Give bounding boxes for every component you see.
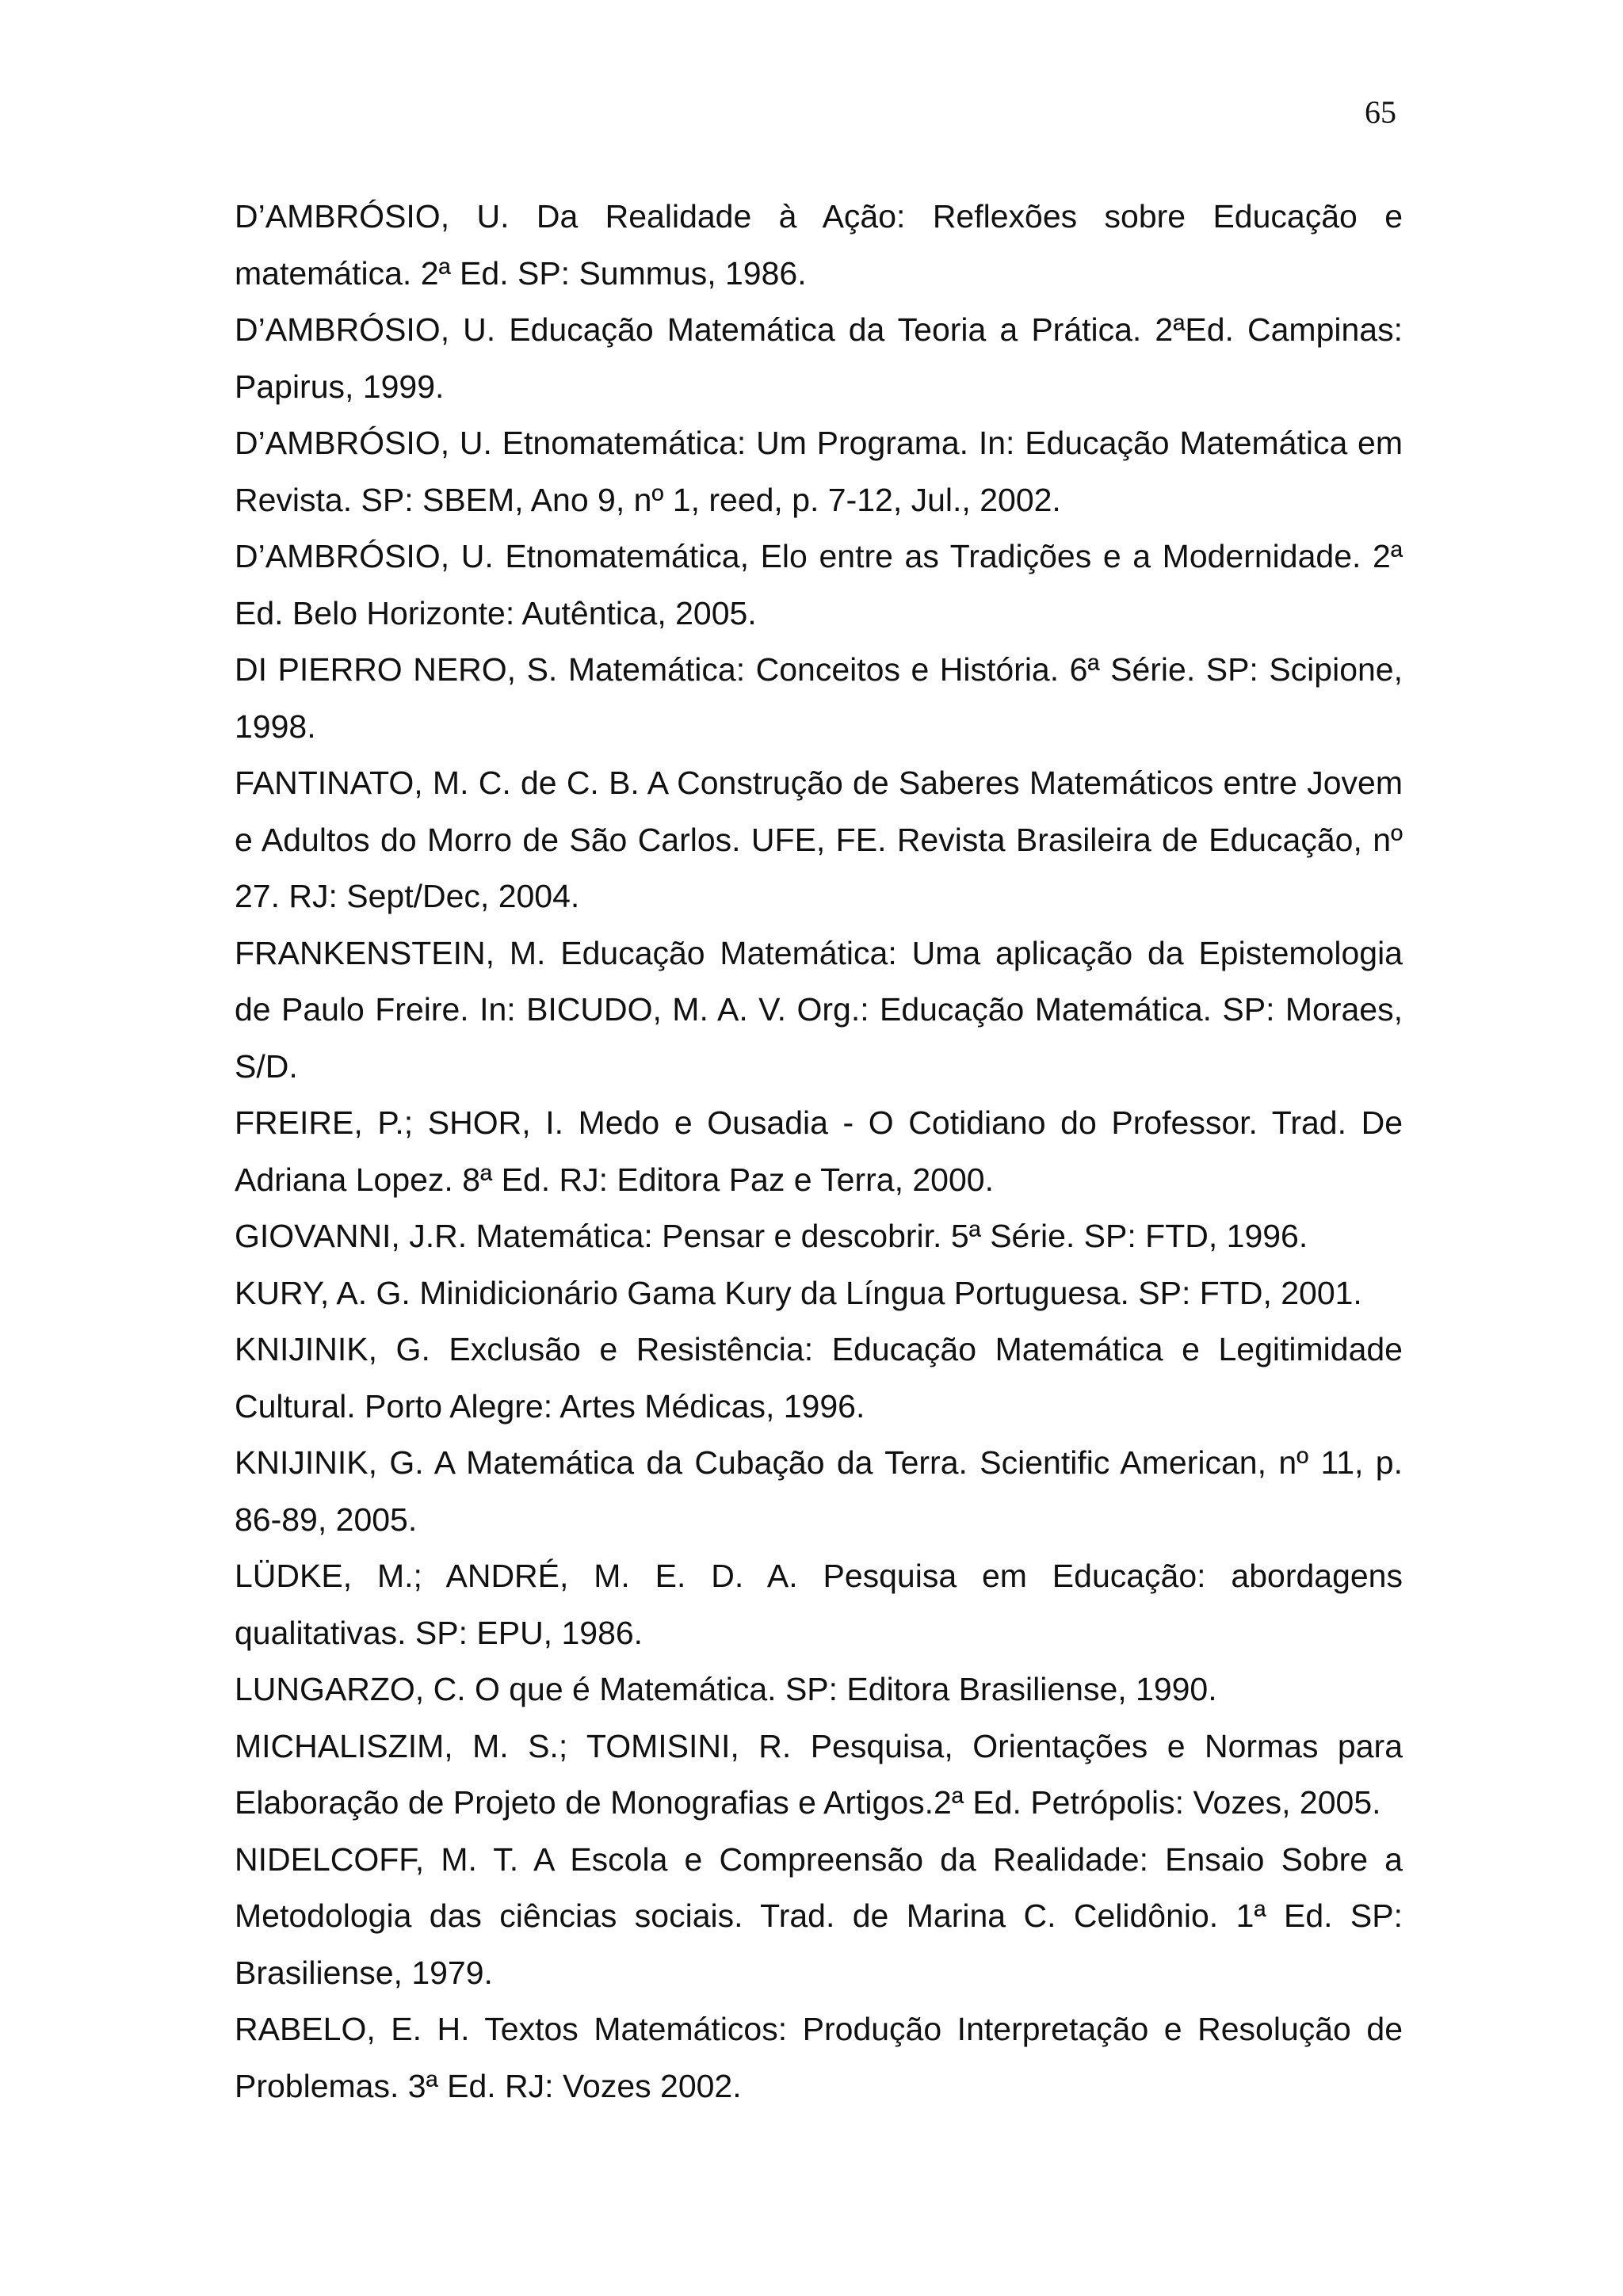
reference-list: [235, 189, 1403, 2115]
reference-item: LUNGARZO, C. O que é Matemática. SP: Editora Brasiliense, 1990.: [235, 1671, 1217, 1707]
page-number: 65: [1365, 94, 1396, 130]
reference-item: D’AMBRÓSIO, U. Etnomatemática, Elo entre as Tradições e a Modernidade. 2ª Ed. Belo Horizonte: Autêntica, 2005.: [235, 538, 1403, 631]
reference-item: D’AMBRÓSIO, U. Etnomatemática: Um Programa. In: Educação Matemática em Revista. SP: SBEM, Ano 9, nº 1, reed, p. 7-12, Jul., 2002.: [235, 425, 1403, 518]
reference-item: LÜDKE, M.; ANDRÉ, M. E. D. A. Pesquisa em Educação: abordagens qualitativas. SP: EPU, 1986.: [235, 1558, 1403, 1651]
reference-item: MICHALISZIM, M. S.; TOMISINI, R. Pesquisa, Orientações e Normas para Elaboração de Projeto de Monografias e Artigos.2ª Ed. Petrópolis: Vozes, 2005.: [235, 1727, 1403, 1821]
reference-item: GIOVANNI, J.R. Matemática: Pensar e descobrir. 5ª Série. SP: FTD, 1996.: [235, 1218, 1308, 1254]
reference-item: NIDELCOFF, M. T. A Escola e Compreensão da Realidade: Ensaio Sobre a Metodologia das ciências sociais. Trad. de Marina C. Celidônio. 1ª Ed. SP: Brasiliense, 1979.: [235, 1840, 1403, 1991]
reference-item: D’AMBRÓSIO, U. Da Realidade à Ação: Reflexões sobre Educação e matemática. 2ª Ed. SP: Summus, 1986.: [235, 198, 1403, 292]
reference-item: KNIJINIK, G. A Matemática da Cubação da Terra. Scientific American, nº 11, p. 86-89, 2005.: [235, 1444, 1403, 1538]
reference-item: DI PIERRO NERO, S. Matemática: Conceitos e História. 6ª Série. SP: Scipione, 1998.: [235, 651, 1403, 745]
reference-item: KURY, A. G. Minidicionário Gama Kury da Língua Portuguesa. SP: FTD, 2001.: [235, 1274, 1362, 1311]
reference-item: KNIJINIK, G. Exclusão e Resistência: Educação Matemática e Legitimidade Cultural. Porto Alegre: Artes Médicas, 1996.: [235, 1331, 1403, 1425]
reference-item: FANTINATO, M. C. de C. B. A Construção de Saberes Matemáticos entre Jovem e Adultos do Morro de São Carlos. UFE, FE. Revista Brasileira de Educação, nº 27. RJ: Sept/Dec, 2004.: [235, 765, 1403, 914]
reference-item: FREIRE, P.; SHOR, I. Medo e Ousadia - O Cotidiano do Professor. Trad. De Adriana Lopez. 8ª Ed. RJ: Editora Paz e Terra, 2000.: [235, 1104, 1403, 1198]
reference-item: RABELO, E. H. Textos Matemáticos: Produção Interpretação e Resolução de Problemas. 3ª Ed. RJ: Vozes 2002.: [235, 2011, 1403, 2104]
reference-item: D’AMBRÓSIO, U. Educação Matemática da Teoria a Prática. 2ªEd. Campinas: Papirus, 1999.: [235, 311, 1403, 405]
reference-item: FRANKENSTEIN, M. Educação Matemática: Uma aplicação da Epistemologia de Paulo Freire. In: BICUDO, M. A. V. Org.: Educação Matemática. SP: Moraes, S/D.: [235, 934, 1403, 1085]
